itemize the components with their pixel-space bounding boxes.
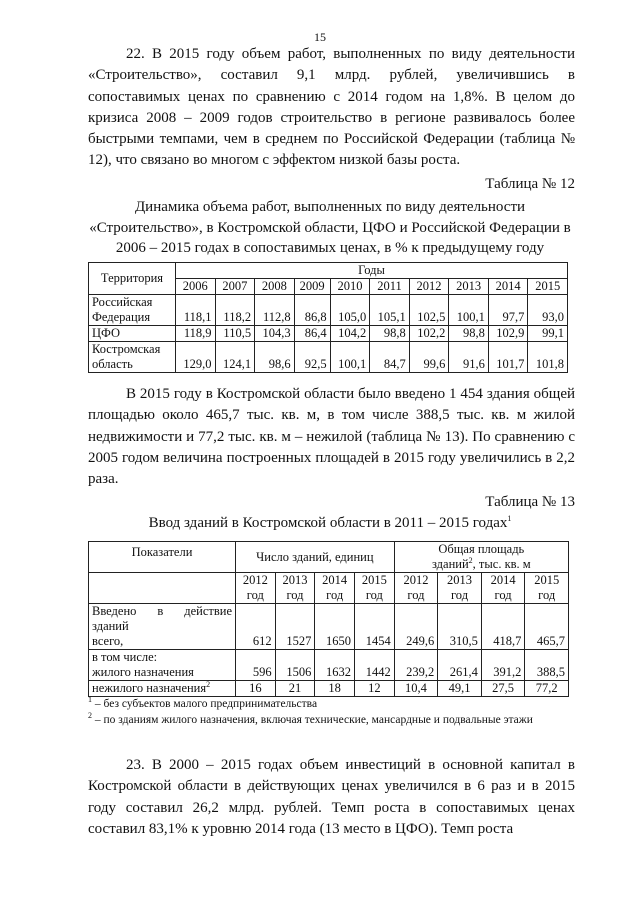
table-12-header-territory: Территория: [89, 263, 176, 295]
table-cell: 1650: [315, 604, 355, 650]
footnote-1-mark: 1: [88, 695, 92, 705]
footnote-1-text: – без субъектов малого предпринимательства: [92, 698, 318, 710]
table-cell: 91,6: [449, 342, 489, 373]
table-cell: 105,0: [330, 295, 370, 326]
table-cell: 10,4: [394, 681, 438, 697]
year-unit: год: [494, 588, 512, 602]
table-cell: 92,5: [294, 342, 330, 373]
paragraph-23: 23. В 2000 – 2015 годах объем инвестиций в основной капитал в Костромской области в действующих ценах увеличился в 6 раз и в 2015 году составил 26,2 млрд. рублей. Темп роста в сопоставимых ценах составил 83,1% к уровню 2014 года (13 место в ЦФО). Темп роста: [88, 757, 575, 837]
year-cell: 2008: [255, 279, 295, 295]
row-label: [89, 681, 236, 697]
footnote-ref-1: 1: [507, 514, 512, 523]
table-cell: 261,4: [438, 650, 482, 681]
year-value: 2015: [361, 573, 387, 587]
table-cell: 100,1: [449, 295, 489, 326]
table-cell: 118,2: [215, 295, 255, 326]
year-unit: год: [286, 588, 304, 602]
year-value: 2012: [403, 573, 429, 587]
paragraph-buildings: В 2015 году в Костромской области было введено 1 454 здания общей площадью около 465,7 тыс. кв. м, в том числе 388,5 тыс. кв. м жилой недвижимости и 77,2 тыс. кв. м – нежилой (таблица № 13). По сравнению с 2005 годом величина построенных площадей в 2015 году увеличились в 2,2 раза.: [88, 386, 575, 488]
row-label-nonres: нежилого назначения: [92, 681, 207, 695]
year-cell: [481, 573, 525, 604]
year-cell: 2006: [176, 279, 216, 295]
table-row: [89, 650, 569, 681]
footnote-2: [88, 713, 578, 728]
table-cell: 101,7: [488, 342, 528, 373]
table-cell: 391,2: [481, 650, 525, 681]
footnote-ref-2: 2: [468, 555, 473, 565]
table-cell: 99,6: [409, 342, 449, 373]
table-cell: 27,5: [481, 681, 525, 697]
table-cell: 98,8: [449, 326, 489, 342]
year-cell: [315, 573, 355, 604]
table-cell: 86,8: [294, 295, 330, 326]
year-unit: год: [407, 588, 425, 602]
table-cell: 104,2: [330, 326, 370, 342]
table-cell: 99,1: [528, 326, 568, 342]
row-label: Костромская область: [89, 342, 176, 373]
table-13-title-text: Ввод зданий в Костромской области в 2011 – 2015 годах: [148, 515, 508, 531]
table-cell: 97,7: [488, 295, 528, 326]
year-cell: 2012: [409, 279, 449, 295]
row-label-res: жилого назначения: [92, 665, 194, 679]
table-13: [88, 541, 569, 697]
year-unit: год: [246, 588, 264, 602]
year-cell: [438, 573, 482, 604]
footnote-2-mark: 2: [88, 711, 92, 721]
table-cell: 21: [275, 681, 315, 697]
area-header-unit: , тыс. кв. м: [472, 557, 531, 571]
table-cell: 310,5: [438, 604, 482, 650]
year-cell: 2010: [330, 279, 370, 295]
paragraph-22: 22. В 2015 году объем работ, выполненных по виду деятельности «Строительство», составил 9,1 млрд. рублей, увеличившись в сопоставимых ценах по сравнению с 2014 годом на 1,8%. В целом до кризиса 2008 – 2009 годов строительство в регионе развивалось более быстрыми темпами, чем в среднем по Российской Федерации (таблица № 12), что связано во многом с эффектом низкой базы роста.: [88, 46, 575, 169]
table-cell: 1442: [355, 650, 395, 681]
year-cell: [525, 573, 569, 604]
table-cell: 98,8: [370, 326, 410, 342]
year-cell: 2007: [215, 279, 255, 295]
year-cell: 2014: [488, 279, 528, 295]
table-cell: 1506: [275, 650, 315, 681]
table-cell: 418,7: [481, 604, 525, 650]
year-value: 2014: [322, 573, 348, 587]
table-row: [89, 295, 568, 326]
table-row: [89, 681, 569, 697]
table-row: [89, 342, 568, 373]
table-cell: 102,5: [409, 295, 449, 326]
table-cell: 18: [315, 681, 355, 697]
year-cell: [355, 573, 395, 604]
table-cell: 112,8: [255, 295, 295, 326]
table-cell: 465,7: [525, 604, 569, 650]
table-13-title: [80, 513, 580, 534]
year-unit: год: [450, 588, 469, 602]
table-cell: 239,2: [394, 650, 438, 681]
table-row: [89, 604, 569, 650]
year-cell: 2011: [370, 279, 410, 295]
table-row: [89, 326, 568, 342]
table-cell: 100,1: [330, 342, 370, 373]
footnote-2-text: – по зданиям жилого назначения, включая технические, мансардные и подвальные этажи: [92, 714, 533, 726]
year-cell: [275, 573, 315, 604]
table-cell: 1632: [315, 650, 355, 681]
area-header-line2: [398, 557, 565, 572]
table-cell: 102,9: [488, 326, 528, 342]
year-value: 2013: [447, 573, 473, 587]
year-unit: год: [365, 588, 383, 602]
row-label-incl: в том числе:: [92, 650, 158, 664]
table-cell: 118,1: [176, 295, 216, 326]
table-13-year-row: [89, 573, 569, 604]
table-13-header-indicators: Показатели: [89, 542, 236, 573]
table-cell: 110,5: [215, 326, 255, 342]
year-cell: [394, 573, 438, 604]
table-12-title: Динамика объема работ, выполненных по виду деятельности «Строительство», в Костромской области, ЦФО и Российской Федерации в 2006 – 2015 годах в сопоставимых ценах, в % к предыдущему году: [89, 199, 571, 256]
year-unit: год: [538, 588, 556, 602]
row-label: [89, 604, 236, 650]
area-header-text: зданий: [431, 557, 469, 571]
row-label: [89, 650, 236, 681]
table-cell: 101,8: [528, 342, 568, 373]
year-value: 2014: [490, 573, 516, 587]
table-cell: 612: [236, 604, 276, 650]
area-header-line1: Общая площадь: [438, 542, 525, 556]
empty-cell: [89, 573, 236, 604]
year-cell: 2013: [449, 279, 489, 295]
year-unit: год: [326, 588, 344, 602]
table-cell: 118,9: [176, 326, 216, 342]
row-label: ЦФО: [89, 326, 176, 342]
table-cell: 105,1: [370, 295, 410, 326]
footnote-ref-2: 2: [206, 679, 211, 689]
table-cell: 129,0: [176, 342, 216, 373]
year-value: 2013: [282, 573, 308, 587]
table-cell: 249,6: [394, 604, 438, 650]
table-13-header-count: Число зданий, единиц: [236, 542, 395, 573]
year-cell: 2009: [294, 279, 330, 295]
table-cell: 12: [355, 681, 395, 697]
table-cell: 77,2: [525, 681, 569, 697]
year-cell: 2015: [528, 279, 568, 295]
table-12-header-years: Годы: [176, 263, 568, 279]
year-value: 2015: [534, 573, 560, 587]
table-cell: 84,7: [370, 342, 410, 373]
table-cell: 1454: [355, 604, 395, 650]
table-cell: 1527: [275, 604, 315, 650]
table-cell: 16: [236, 681, 276, 697]
table-cell: 86,4: [294, 326, 330, 342]
row-label: Российская Федерация: [89, 295, 176, 326]
footnote-1: [88, 697, 578, 712]
table-cell: 93,0: [528, 295, 568, 326]
table-12: [88, 262, 568, 373]
table-13-header-area: [394, 542, 568, 573]
row-label-line1: Введено в действие зданий: [92, 604, 232, 633]
table-13-label: Таблица № 13: [485, 494, 575, 510]
table-cell: 102,2: [409, 326, 449, 342]
table-cell: 388,5: [525, 650, 569, 681]
year-cell: [236, 573, 276, 604]
table-12-label: Таблица № 12: [485, 176, 575, 192]
table-cell: 596: [236, 650, 276, 681]
table-cell: 49,1: [438, 681, 482, 697]
table-cell: 124,1: [215, 342, 255, 373]
page-number: 15: [314, 30, 326, 44]
row-label-line2: всего,: [92, 634, 124, 648]
table-cell: 98,6: [255, 342, 295, 373]
year-value: 2012: [242, 573, 268, 587]
table-cell: 104,3: [255, 326, 295, 342]
